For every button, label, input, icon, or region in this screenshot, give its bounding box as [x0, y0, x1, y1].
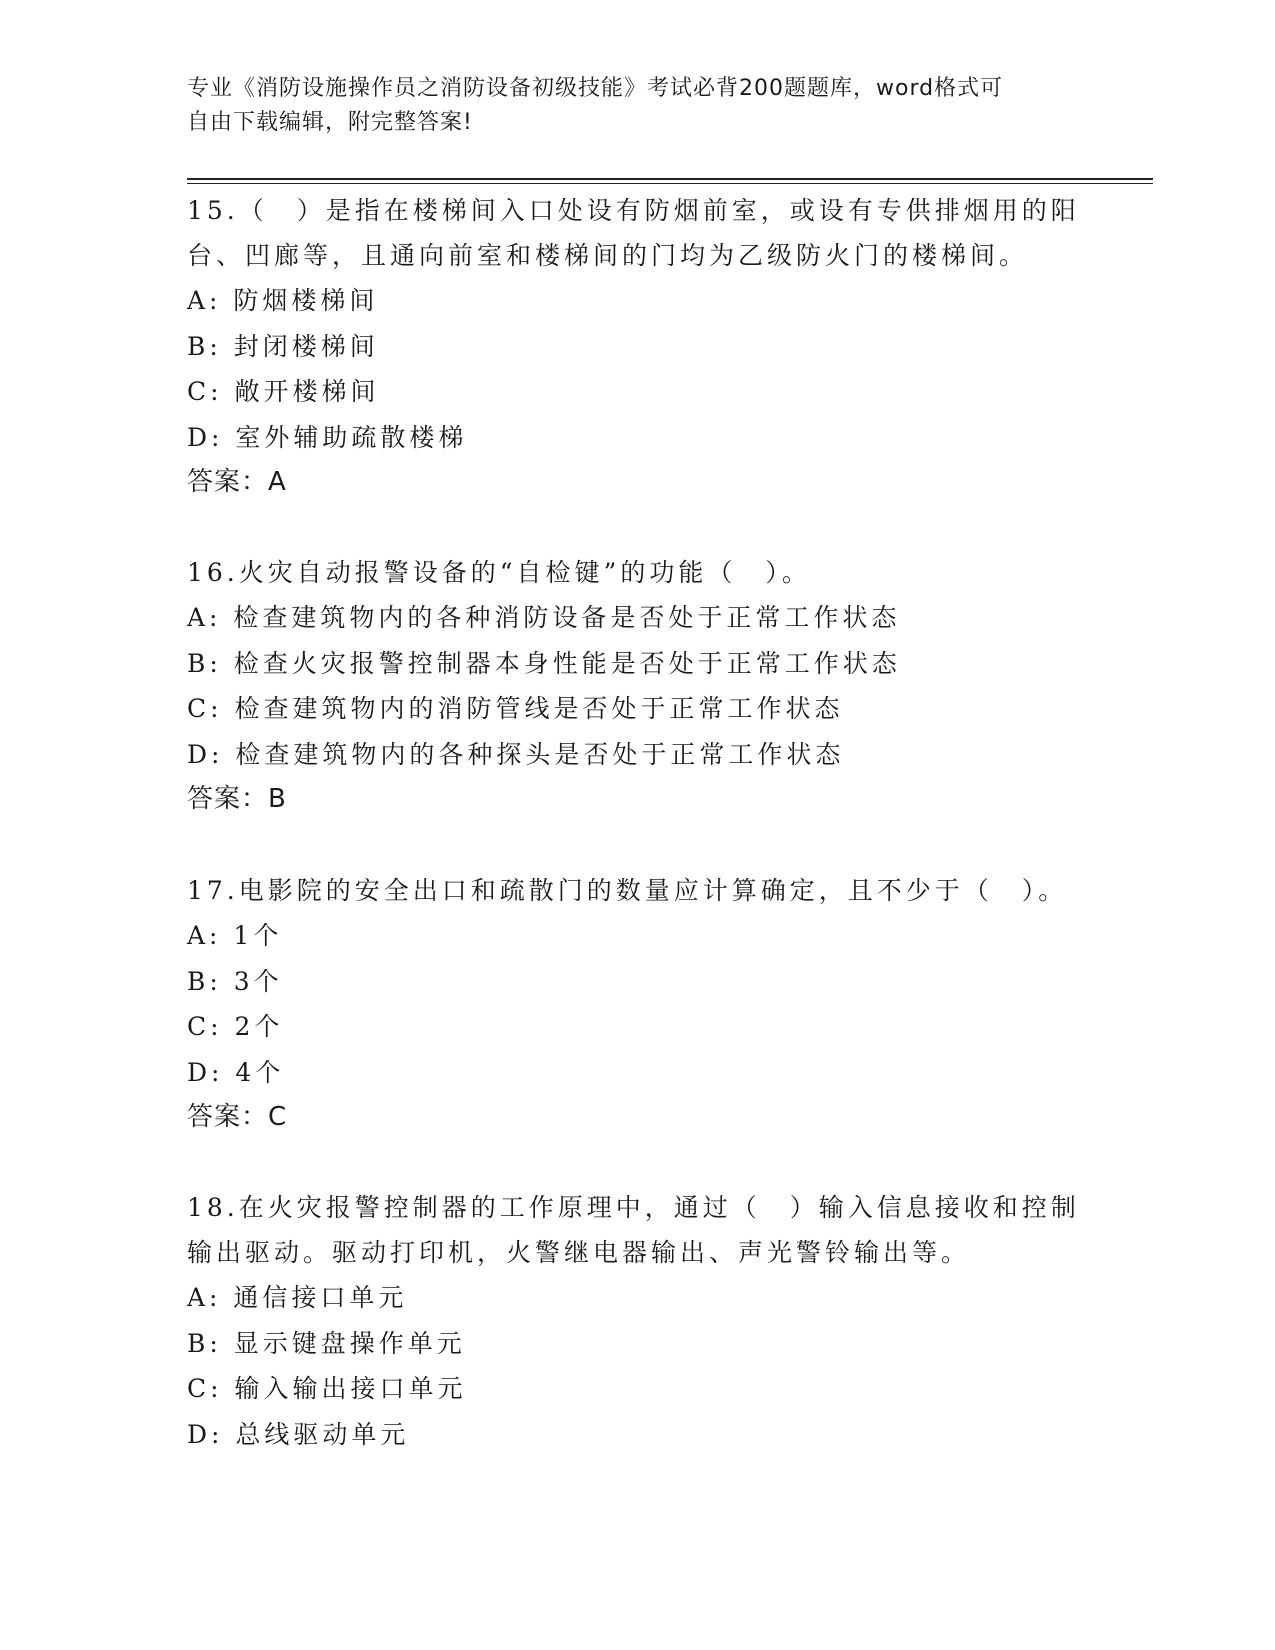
option-b: B: 3个: [187, 966, 283, 996]
question-16: [187, 550, 1087, 822]
question-stem: 输出驱动。驱动打印机，火警继电器输出、声光警铃输出等。: [187, 1238, 971, 1267]
option-d: D: 室外辅助疏散楼梯: [187, 422, 468, 452]
option-a: A: 通信接口单元: [187, 1283, 408, 1312]
option-b: B: 封闭楼梯间: [187, 331, 379, 361]
option-a: A: 1个: [187, 921, 283, 950]
question-stem: 15.（ ）是指在楼梯间入口处设有防烟前室，或设有专供排烟用的阳: [187, 196, 1080, 225]
option-c: C: 检查建筑物内的消防管线是否处于正常工作状态: [187, 694, 844, 723]
question-15: [187, 188, 1087, 505]
answer-line: 答案：A: [187, 467, 287, 497]
question-stem: 16.火灾自动报警设备的“自检键”的功能（ ）。: [187, 558, 811, 587]
header-divider: [187, 178, 1153, 180]
answer-line: 答案：C: [187, 1102, 288, 1132]
header-divider: [187, 183, 1153, 184]
option-d: D: 4个: [187, 1057, 285, 1087]
option-b: B: 检查火灾报警控制器本身性能是否处于正常工作状态: [187, 648, 901, 678]
question-stem: 18.在火灾报警控制器的工作原理中，通过（ ）输入信息接收和控制: [187, 1193, 1080, 1222]
option-a: A: 检查建筑物内的各种消防设备是否处于正常工作状态: [187, 603, 901, 632]
option-a: A: 防烟楼梯间: [187, 286, 379, 315]
question-18: [187, 1185, 1087, 1457]
option-c: C: 2个: [187, 1012, 284, 1041]
answer-line: 答案：B: [187, 784, 287, 814]
document-header: [187, 72, 1067, 140]
header-line: 专业《消防设施操作员之消防设备初级技能》考试必背200题题库，word格式可: [187, 76, 1004, 101]
question-stem: 台、凹廊等，且通向前室和楼梯间的门均为乙级防火门的楼梯间。: [187, 241, 1029, 270]
header-line: 自由下载编辑，附完整答案!: [187, 110, 473, 135]
option-d: D: 检查建筑物内的各种探头是否处于正常工作状态: [187, 739, 845, 769]
option-c: C: 输入输出接口单元: [187, 1374, 467, 1403]
option-b: B: 显示键盘操作单元: [187, 1328, 466, 1358]
option-c: C: 敞开楼梯间: [187, 377, 380, 406]
question-17: [187, 868, 1087, 1140]
option-d: D: 总线驱动单元: [187, 1419, 410, 1449]
question-stem: 17.电影院的安全出口和疏散门的数量应计算确定，且不少于（ ）。: [187, 876, 1068, 905]
